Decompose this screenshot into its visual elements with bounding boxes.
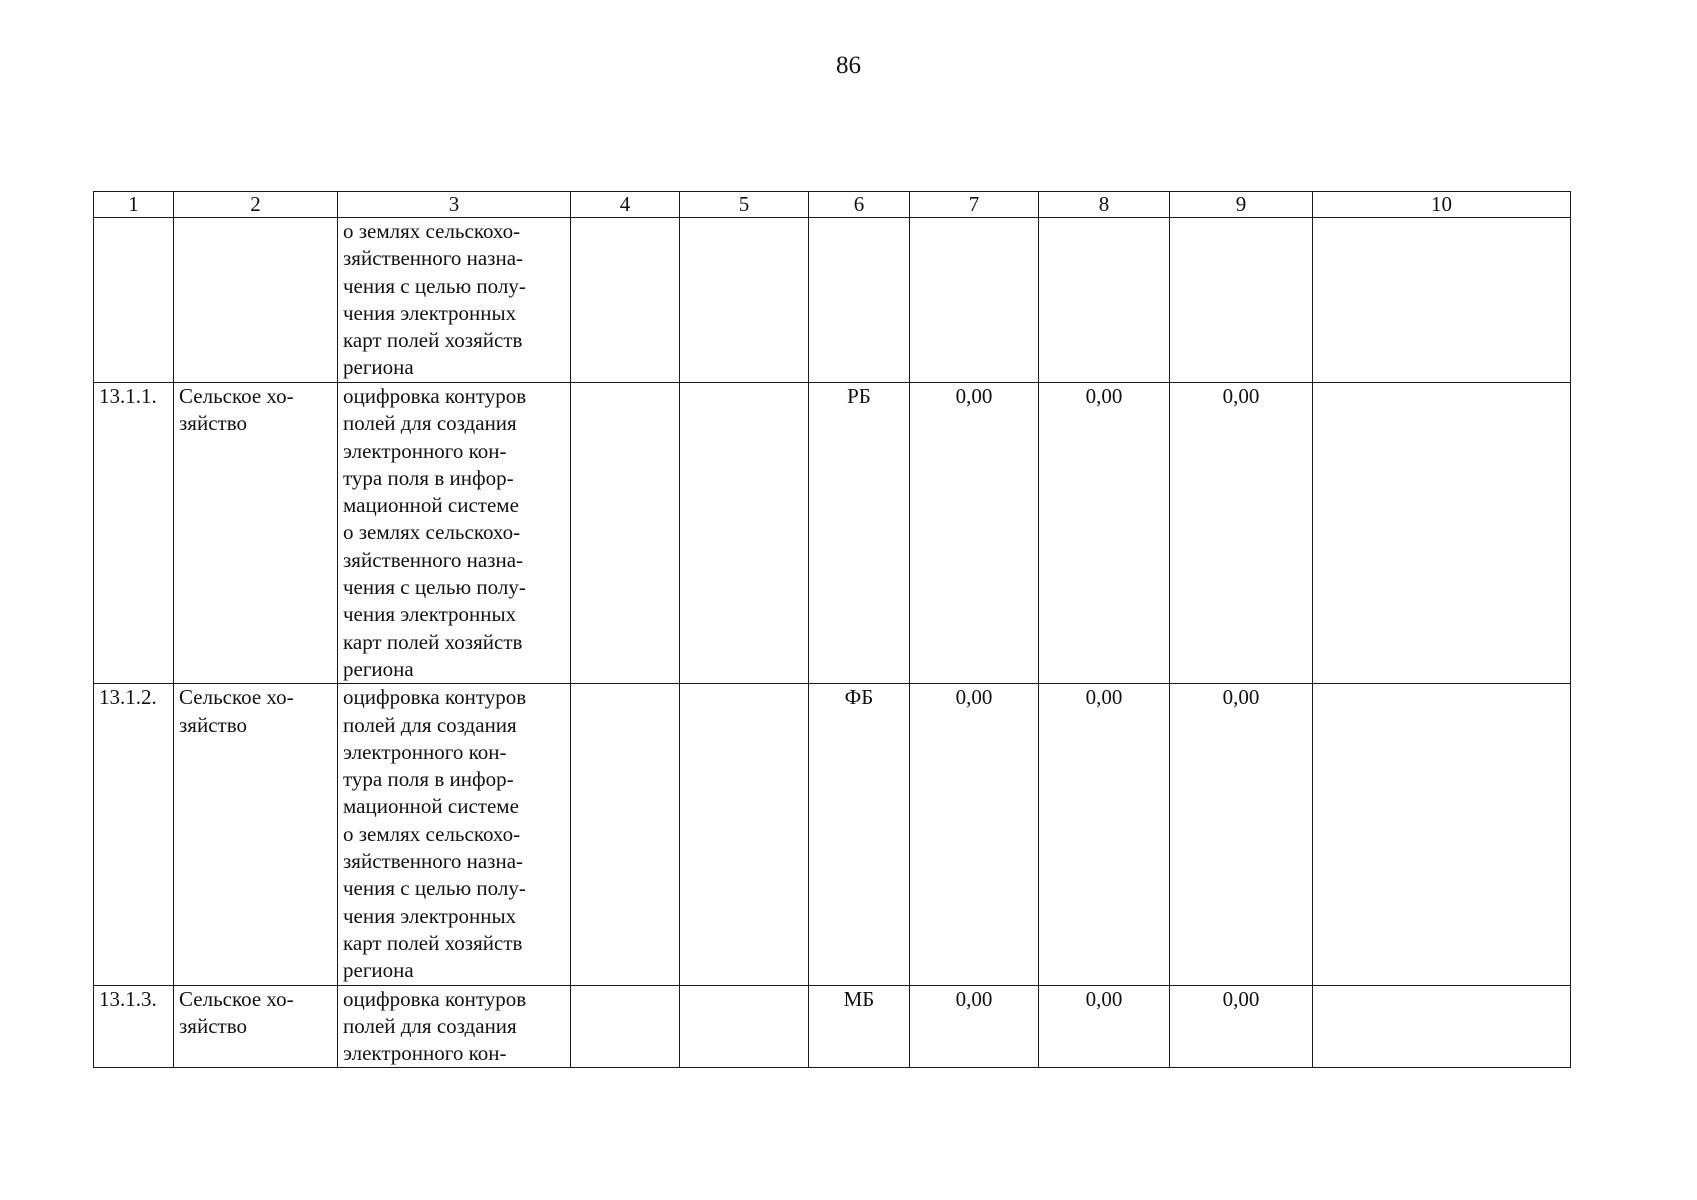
cell-empty [1170, 218, 1313, 383]
header-col-9: 9 [1170, 192, 1313, 218]
row-col9-value: 0,00 [1170, 383, 1313, 684]
row-description: оцифровка контуров полей для создания электронного кон- тура поля в инфор- мационной системе о землях сельскохо- зяйственного назна- чения с целью полу- чения электронных карт полей хозяйств региона [338, 684, 571, 985]
row-funding-source: МБ [809, 985, 910, 1068]
row-col5 [680, 985, 809, 1068]
cell-empty [809, 218, 910, 383]
row-sector: Сельское хо- зяйство [174, 684, 338, 985]
row-col8-value: 0,00 [1039, 985, 1170, 1068]
row-col5 [680, 684, 809, 985]
cell-empty [174, 218, 338, 383]
header-col-8: 8 [1039, 192, 1170, 218]
header-col-5: 5 [680, 192, 809, 218]
cell-empty [571, 218, 680, 383]
header-col-6: 6 [809, 192, 910, 218]
table-row [94, 383, 1571, 684]
row-sector: Сельское хо- зяйство [174, 383, 338, 684]
header-col-4: 4 [571, 192, 680, 218]
row-col8-value: 0,00 [1039, 383, 1170, 684]
cell-empty [910, 218, 1039, 383]
row-col10 [1313, 684, 1571, 985]
header-col-2: 2 [174, 192, 338, 218]
row-col7-value: 0,00 [910, 684, 1039, 985]
row-col4 [571, 985, 680, 1068]
row-sector: Сельское хо- зяйство [174, 985, 338, 1068]
header-col-7: 7 [910, 192, 1039, 218]
page-number: 86 [836, 52, 861, 79]
cell-empty [1039, 218, 1170, 383]
row-col7-value: 0,00 [910, 985, 1039, 1068]
row-col4 [571, 684, 680, 985]
cell-empty [94, 218, 174, 383]
row-col10 [1313, 383, 1571, 684]
cell-empty [680, 218, 809, 383]
header-col-3: 3 [338, 192, 571, 218]
row-code: 13.1.3. [94, 985, 174, 1068]
row-col9-value: 0,00 [1170, 985, 1313, 1068]
row-col7-value: 0,00 [910, 383, 1039, 684]
table-row-continuation [94, 218, 1571, 383]
header-col-10: 10 [1313, 192, 1571, 218]
row-col8-value: 0,00 [1039, 684, 1170, 985]
table-row [94, 684, 1571, 985]
row-code: 13.1.1. [94, 383, 174, 684]
row-funding-source: РБ [809, 383, 910, 684]
header-row [94, 192, 1571, 218]
row-description: оцифровка контуров полей для создания электронного кон- [338, 985, 571, 1068]
row-funding-source: ФБ [809, 684, 910, 985]
row-col10 [1313, 985, 1571, 1068]
continuation-description: о землях сельскохо- зяйственного назна- чения с целью полу- чения электронных карт полей хозяйств региона [338, 218, 571, 383]
row-code: 13.1.2. [94, 684, 174, 985]
program-table [93, 191, 1571, 1068]
cell-empty [1313, 218, 1571, 383]
row-col5 [680, 383, 809, 684]
header-col-1: 1 [94, 192, 174, 218]
row-description: оцифровка контуров полей для создания электронного кон- тура поля в инфор- мационной системе о землях сельскохо- зяйственного назна- чения с целью полу- чения электронных карт полей хозяйств региона [338, 383, 571, 684]
table-row [94, 985, 1571, 1068]
row-col9-value: 0,00 [1170, 684, 1313, 985]
row-col4 [571, 383, 680, 684]
